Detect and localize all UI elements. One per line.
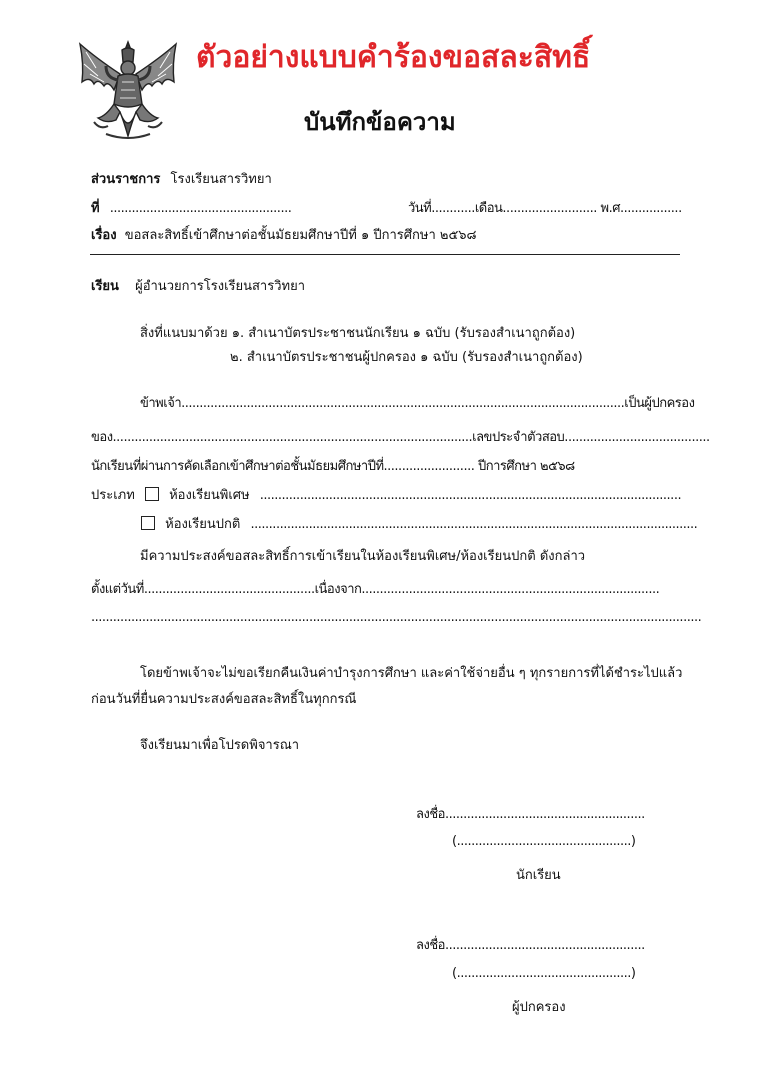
form-title: ตัวอย่างแบบคำร้องขอสละสิทธิ์ bbox=[196, 40, 591, 75]
subject-label: เรื่อง bbox=[91, 228, 117, 243]
student-role-label: นักเรียน bbox=[516, 868, 561, 883]
student-signature-line: ลงชื่อ....................................................... bbox=[416, 807, 645, 822]
department-line bbox=[91, 168, 272, 189]
closing-line: จึงเรียนมาเพื่อโปรดพิจารณา bbox=[140, 738, 300, 753]
department-label: ส่วนราชการ bbox=[91, 172, 161, 187]
department-value: โรงเรียนสารวิทยา bbox=[170, 172, 272, 187]
guardian-role-label: ผู้ปกครอง bbox=[512, 1000, 566, 1015]
special-room-checkbox[interactable] bbox=[145, 487, 159, 501]
special-room-dots: .................................................................................................................... bbox=[259, 488, 682, 503]
garuda-emblem-icon bbox=[76, 38, 180, 146]
guardian-name-line: ข้าพเจ้า..........................................................................................................................เป็นผู้ปกครอง bbox=[140, 396, 695, 411]
attachment-1: สิ่งที่แนบมาด้วย ๑. สำเนาบัตรประชาชนนักเรียน ๑ ฉบับ (รับรองสำเนาถูกต้อง) bbox=[140, 326, 576, 341]
student-name-parenthesis: (................................................) bbox=[452, 834, 636, 849]
normal-room-dots: ........................................................................................................................... bbox=[250, 517, 698, 532]
refund-paragraph-1: โดยข้าพเจ้าจะไม่ขอเรียกคืนเงินค่าบำรุงการศึกษา และค่าใช้จ่ายอื่น ๆ ทุกรายการที่ได้ชำระไปแล้ว bbox=[140, 666, 683, 681]
recipient-line bbox=[91, 275, 305, 296]
reference-label: ที่ bbox=[91, 201, 100, 216]
normal-room-checkbox[interactable] bbox=[141, 516, 155, 530]
recipient-value: ผู้อำนวยการโรงเรียนสารวิทยา bbox=[135, 279, 306, 294]
type-label: ประเภท bbox=[91, 488, 135, 503]
refund-paragraph-2: ก่อนวันที่ยื่นความประสงค์ขอสละสิทธิ์ในทุกกรณี bbox=[91, 692, 357, 707]
intent-line: มีความประสงค์ขอสละสิทธิ์การเข้าเรียนในห้องเรียนพิเศษ/ห้องเรียนปกติ ดังกล่าว bbox=[140, 549, 586, 564]
special-room-label: ห้องเรียนพิเศษ bbox=[169, 488, 250, 503]
guardian-name-parenthesis: (................................................) bbox=[452, 966, 636, 981]
reference-line bbox=[91, 197, 291, 218]
header-divider bbox=[90, 254, 680, 255]
grade-line: นักเรียนที่ผ่านการคัดเลือกเข้าศึกษาต่อชั้นมัธยมศึกษาปีที่......................... ปีการศึกษา ๒๕๖๘ bbox=[91, 459, 575, 474]
type-normal-line bbox=[141, 513, 697, 534]
type-special-line bbox=[91, 484, 681, 505]
reference-dots: .................................................. bbox=[109, 201, 292, 216]
student-name-line: ของ...................................................................................................เลขประจำตัวสอบ........................................ bbox=[91, 430, 710, 445]
normal-room-label: ห้องเรียนปกติ bbox=[165, 517, 241, 532]
guardian-signature-line: ลงชื่อ....................................................... bbox=[416, 938, 645, 953]
reason-line: ตั้งแต่วันที่...............................................เนื่องจาก.................................................................................. bbox=[91, 582, 660, 597]
memo-title: บันทึกข้อความ bbox=[304, 108, 456, 136]
recipient-label: เรียน bbox=[91, 279, 119, 294]
subject-line bbox=[91, 224, 477, 245]
date-line: วันที่............เดือน.......................... พ.ศ................. bbox=[408, 201, 682, 216]
subject-value: ขอสละสิทธิ์เข้าศึกษาต่อชั้นมัธยมศึกษาปีที่ ๑ ปีการศึกษา ๒๕๖๘ bbox=[124, 228, 477, 243]
reason-continued-line: ........................................................................................................................................................................ bbox=[91, 610, 702, 625]
attachment-2: ๒. สำเนาบัตรประชาชนผู้ปกครอง ๑ ฉบับ (รับรองสำเนาถูกต้อง) bbox=[230, 350, 583, 365]
